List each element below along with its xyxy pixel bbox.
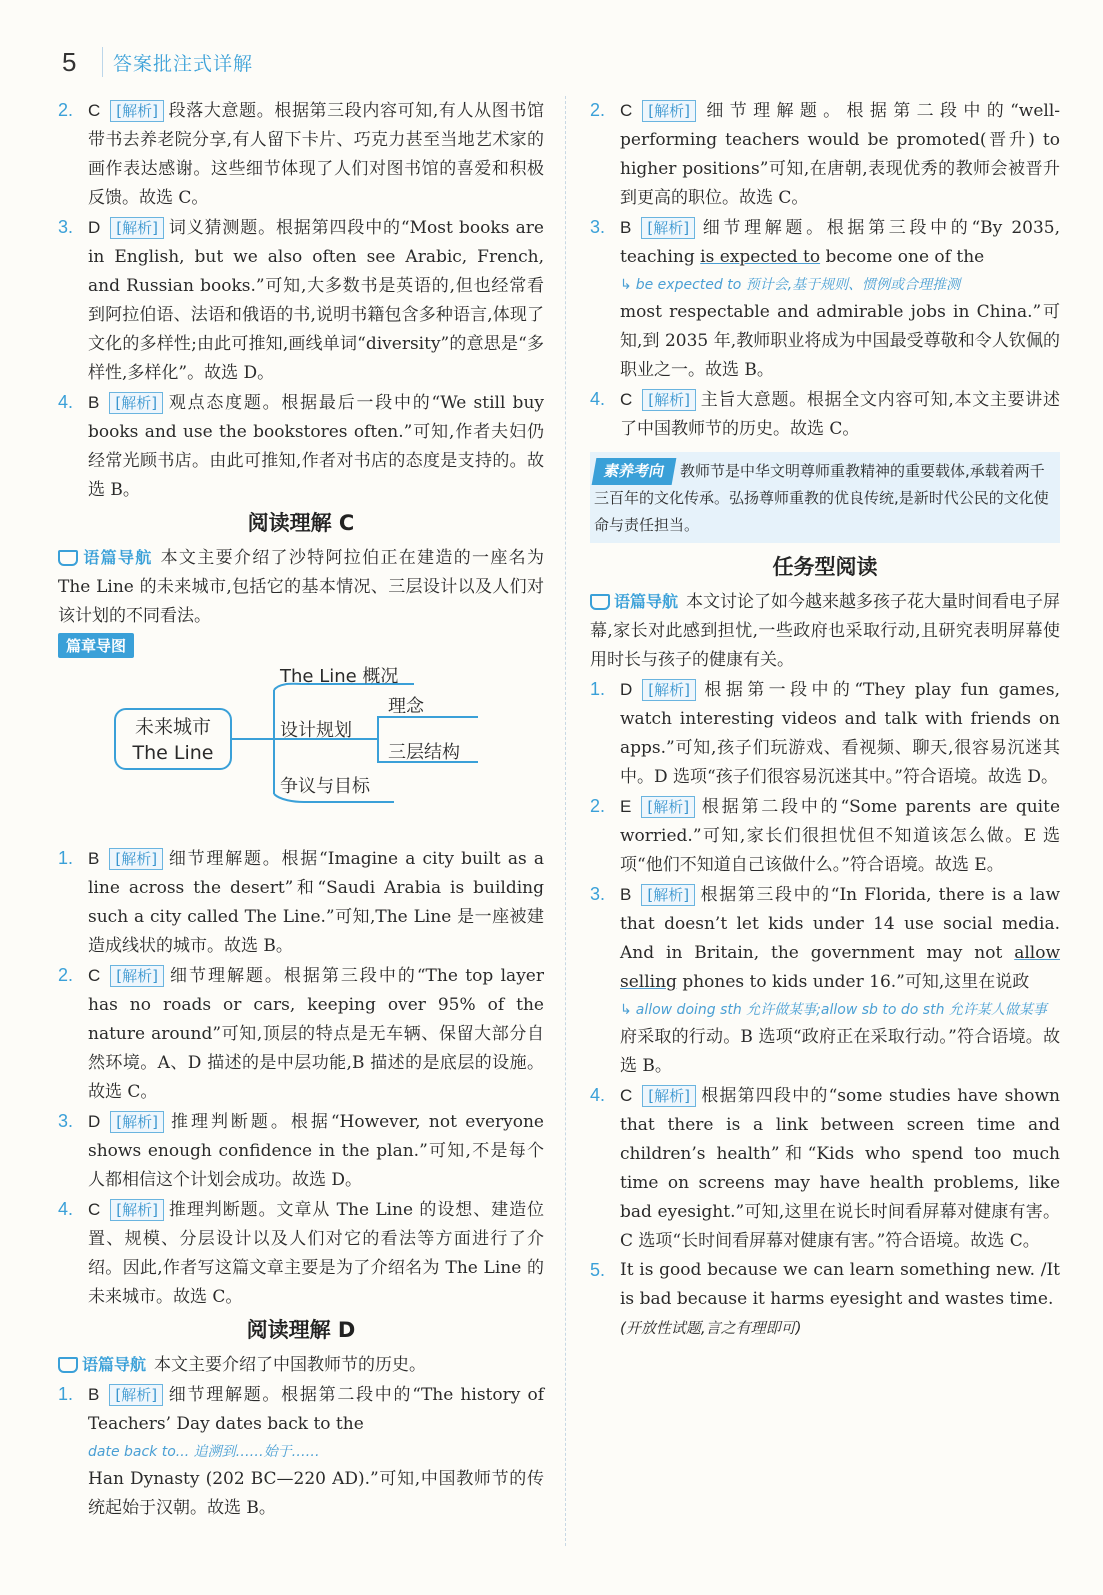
mind-map-branch: 争议与目标 <box>280 776 370 797</box>
book-icon <box>590 594 610 610</box>
analysis-text: 观点态度题。根据最后一段中的“We still buy books and use the bookstores often.”可知,作者夫妇仍经常光顾书店。由此可推知,作者对书店的态度是支持的。故选 B。 <box>88 393 544 500</box>
guide-tag: 语篇导航 <box>82 548 153 567</box>
answer-letter: B <box>88 849 100 868</box>
mind-map-sub-branch: 理念 <box>388 696 424 717</box>
answer-letter: D <box>620 680 633 699</box>
analysis-text: 根据第四段中的“some studies have shown that there is a link between screen time and children’s health”和“Kids who spend too much time on screens may have health problems, like bad eyesight.”可知,这里在说长时间看屏幕对健康有害。C 选项“长时间看屏幕对健康有害。”符合语境。故选 C。 <box>620 1086 1060 1251</box>
item-number: 5. <box>590 1260 606 1280</box>
answer-letter: C <box>88 101 101 120</box>
analysis-text: 词义猜测题。根据第四段中的“Most books are in English, but we also often see Arabic, French, and Russian books.”可知,大多数书是英语的,但也经常看到阿拉伯语、法语和俄语的书,说明书籍包含多种语言,体现了文化的多样性;由此可推知,画线单词“diversity”的意思是“多样性,多样化”。故选 D。 <box>88 218 544 383</box>
answer-item <box>58 1195 544 1312</box>
answer-item <box>590 1081 1060 1256</box>
item-number: 3. <box>590 884 606 904</box>
passage-guide <box>590 587 1060 675</box>
analysis-text: Han Dynasty (202 BC—220 AD).”可知,中国教师节的传统起始于汉朝。故选 B。 <box>88 1469 544 1518</box>
book-icon <box>58 1357 78 1373</box>
analysis-text: 细节理解题。根据第二段中的“well-performing teachers would be promoted(晋升) to higher positions”可知,在唐朝,表现优秀的教师会被晋升到更高的职位。故选 C。 <box>620 101 1060 208</box>
answer-item-continued <box>590 298 1060 385</box>
answer-letter: C <box>88 966 101 985</box>
answer-item <box>58 961 544 1107</box>
item-number: 2. <box>58 100 74 120</box>
header-title: 答案批注式详解 <box>113 52 254 75</box>
analysis-text: 细节理解题。根据第三段中的“The top layer has no roads or cars, keeping over 95% of the nature around”可知,顶层的特点是无车辆、保留大部分自然环境。A、D 描述的是中层功能,B 描述的是底层的设施。故选 C。 <box>88 966 544 1102</box>
answer-item-continued <box>590 1023 1060 1081</box>
item-number: 3. <box>58 217 74 237</box>
item-number: 3. <box>590 217 606 237</box>
answer-item <box>58 96 544 213</box>
mind-map <box>58 662 544 838</box>
mind-map-root <box>114 708 232 770</box>
arrow-icon: ↳ <box>620 1002 632 1018</box>
page-number: 5 <box>62 46 77 77</box>
guide-text: 本文讨论了如今越来越多孩子花大量时间看电子屏幕,家长对此感到担忧,一些政府也采取行动,且研究表明屏幕使用时长与孩子的健康有关。 <box>590 592 1061 670</box>
answer-letter: D <box>88 1112 101 1131</box>
root-line-1: 未来城市 <box>134 716 211 738</box>
answer-letter: B <box>620 885 632 904</box>
answer-item <box>590 792 1060 880</box>
item-number: 4. <box>58 392 74 412</box>
header-divider <box>102 47 103 77</box>
mind-map-branch: 设计规划 <box>280 720 352 741</box>
answer-text: It is good because we can learn something new. /It is bad because it harms eyesight and wastes time. <box>620 1260 1060 1309</box>
vocab-note <box>590 272 1060 298</box>
section-title-d: 阅读理解 D <box>246 1318 356 1342</box>
analysis-text: 细节理解题。根据第三段中的“By 2035, teaching <box>620 218 1060 267</box>
item-number: 4. <box>590 389 606 409</box>
analysis-tag: [解析] <box>110 965 164 987</box>
analysis-tag: [解析] <box>642 1085 696 1107</box>
analysis-tag: [解析] <box>109 1384 163 1406</box>
item-number: 1. <box>590 679 606 699</box>
answer-item <box>590 675 1060 792</box>
answer-letter: D <box>88 218 101 237</box>
item-number: 4. <box>590 1085 606 1105</box>
answer-letter: E <box>620 797 632 816</box>
chapter-map-tag: 篇章导图 <box>58 633 134 658</box>
analysis-text: 细节理解题。根据“Imagine a city built as a line across the desert”和“Saudi Arabia is building such a city called The Line.”可知,The Line 是一座被建造成线状的城市。故选 B。 <box>88 849 544 956</box>
arrow-icon: ↳ <box>620 277 632 293</box>
analysis-text: 根据第一段中的“They play fun games, watch interesting videos and talk with friends on apps.”可知,孩子们玩游戏、看视频、聊天,很容易沉迷其中。D 选项“孩子们很容易沉迷其中。”符合语境。故选 D。 <box>620 680 1060 787</box>
analysis-text: 推理判断题。根据“However, not everyone shows enough confidence in the plan.”可知,不是每个人都相信这个计划会成功。故选 D。 <box>88 1112 544 1190</box>
answer-item <box>590 213 1060 272</box>
item-number: 1. <box>58 848 74 868</box>
mind-map-sub-branch: 三层结构 <box>388 742 460 763</box>
left-column <box>58 96 544 1523</box>
analysis-tag: [解析] <box>110 1111 164 1133</box>
competency-tag: 素养考向 <box>592 458 677 485</box>
underlined-phrase: is expected to <box>700 247 821 267</box>
answer-item <box>590 96 1060 213</box>
guide-tag: 语篇导航 <box>614 592 679 611</box>
section-title-c: 阅读理解 C <box>247 511 355 535</box>
guide-text: 本文主要介绍了中国教师节的历史。 <box>154 1355 427 1375</box>
passage-guide <box>58 1350 544 1380</box>
answer-letter: B <box>88 393 100 412</box>
passage-guide <box>58 543 544 631</box>
answer-item <box>58 1380 544 1439</box>
analysis-tag: [解析] <box>641 217 695 239</box>
item-number: 4. <box>58 1199 74 1219</box>
open-question-note: (开放性试题,言之有理即可) <box>620 1319 802 1337</box>
underlined-phrase: allow selling <box>620 943 1061 992</box>
answer-letter: C <box>620 1086 633 1105</box>
analysis-text: become one of the <box>825 247 985 267</box>
answer-item <box>590 880 1060 997</box>
analysis-tag: [解析] <box>642 100 696 122</box>
right-column <box>590 96 1060 1342</box>
guide-text: 本文主要介绍了沙特阿拉伯正在建造的一座名为 The Line 的未来城市,包括它的基本情况、三层设计以及人们对该计划的不同看法。 <box>58 548 544 626</box>
answer-letter: B <box>88 1385 100 1404</box>
analysis-text: 府采取的行动。B 选项“政府正在采取行动。”符合语境。故选 B。 <box>620 1027 1060 1076</box>
book-icon <box>58 550 78 566</box>
analysis-tag: [解析] <box>642 389 696 411</box>
answer-letter: C <box>620 390 633 409</box>
analysis-text: 主旨大意题。根据全文内容可知,本文主要讲述了中国教师节的历史。故选 C。 <box>620 390 1060 439</box>
answer-item <box>58 213 544 388</box>
analysis-text: most respectable and admirable jobs in China.”可知,到 2035 年,教师职业将成为中国最受尊敬和令人钦佩的职业之一。故选 B。 <box>620 302 1060 380</box>
analysis-text: 根据第三段中的“In Florida, there is a law that doesn’t let kids under 14 use social media. And in Britain, the government may not <box>620 885 1060 963</box>
analysis-tag: [解析] <box>110 1199 164 1221</box>
analysis-text: 细节理解题。根据第二段中的“The history of Teachers’ Day dates back to the <box>88 1385 544 1434</box>
note-text: be expected to 预计会,基于规则、惯例或合理推测 <box>635 277 961 293</box>
section-title-task: 任务型阅读 <box>772 555 878 579</box>
analysis-text: 推理判断题。文章从 The Line 的设想、建造位置、规模、分层设计以及人们对它的看法等方面进行了介绍。因此,作者写这篇文章主要是为了介绍名为 The Line 的未来城市。故选 C。 <box>88 1200 544 1307</box>
item-number: 1. <box>58 1384 74 1404</box>
competency-text: 教师节是中华文明尊师重教精神的重要载体,承载着两千三百年的文化传承。弘扬尊师重教的优良传统,是新时代公民的文化使命与责任担当。 <box>594 462 1049 534</box>
analysis-tag: [解析] <box>110 217 164 239</box>
column-divider <box>565 96 566 1546</box>
analysis-tag: [解析] <box>641 884 695 906</box>
analysis-tag: [解析] <box>641 796 695 818</box>
answer-item <box>590 385 1060 444</box>
answer-item <box>58 388 544 505</box>
vocab-note <box>590 997 1060 1023</box>
analysis-text: phones to kids under 16.”可知,这里在说政 <box>682 972 1030 992</box>
item-number: 2. <box>590 796 606 816</box>
item-number: 2. <box>58 965 74 985</box>
answer-letter: C <box>620 101 633 120</box>
root-line-2: The Line <box>132 742 214 764</box>
answer-item-continued <box>58 1465 544 1523</box>
answer-item <box>58 1107 544 1195</box>
vocab-note <box>58 1439 544 1465</box>
mind-map-branch: The Line 概况 <box>280 666 399 687</box>
analysis-tag: [解析] <box>110 100 164 122</box>
answer-letter: B <box>620 218 632 237</box>
item-number: 2. <box>590 100 606 120</box>
note-text: allow doing sth 允许做某事;allow sb to do sth 允许某人做某事 <box>635 1002 1047 1018</box>
competency-box <box>590 452 1060 543</box>
answer-letter: C <box>88 1200 101 1219</box>
note-text: date back to... 追溯到……始于…… <box>88 1444 320 1460</box>
analysis-text: 段落大意题。根据第三段内容可知,有人从图书馆带书去养老院分享,有人留下卡片、巧克力甚至当地艺术家的画作表达感谢。这些细节体现了人们对图书馆的喜爱和积极反馈。故选 C。 <box>88 101 544 208</box>
item-number: 3. <box>58 1111 74 1131</box>
analysis-tag: [解析] <box>109 848 163 870</box>
page-header <box>62 44 253 80</box>
guide-tag: 语篇导航 <box>82 1355 147 1374</box>
analysis-text: 根据第二段中的“Some parents are quite worried.”可知,家长们很担忧但不知道该怎么做。E 选项“他们不知道自己该做什么。”符合语境。故选 E。 <box>620 797 1060 875</box>
answer-item <box>590 1256 1060 1314</box>
analysis-tag: [解析] <box>109 392 163 414</box>
analysis-tag: [解析] <box>642 679 696 701</box>
answer-item <box>58 844 544 961</box>
